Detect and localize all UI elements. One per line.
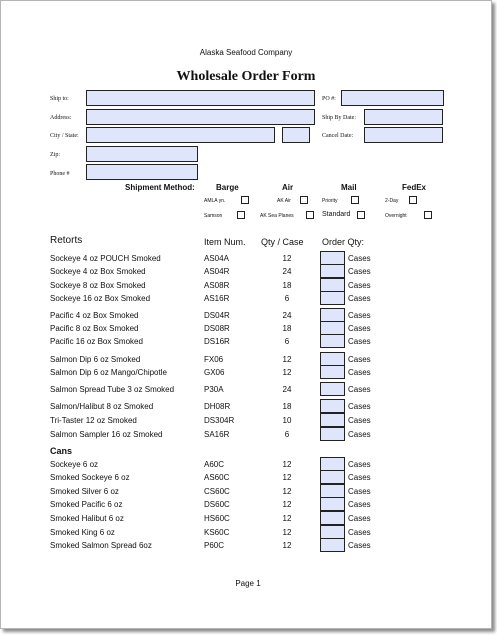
option-standard-checkbox[interactable] — [357, 211, 365, 219]
product-name: Sockeye 4 oz Box Smoked — [50, 267, 146, 276]
address-label: Address: — [50, 115, 72, 121]
item-number: AS04R — [204, 267, 230, 276]
qty-per-case: 18 — [282, 281, 292, 290]
option-2day-checkbox[interactable] — [409, 196, 417, 204]
product-name: Sockeye 6 oz — [50, 460, 99, 469]
phone-label: Phone # — [50, 171, 70, 177]
product-name: Smoked Salmon Spread 6oz — [50, 541, 152, 550]
unit-label: Cases — [348, 324, 371, 333]
product-name: Smoked Silver 6 oz — [50, 487, 119, 496]
phone-field[interactable] — [86, 164, 198, 180]
item-number: AS08R — [204, 281, 230, 290]
order-qty-input[interactable] — [320, 291, 345, 305]
order-qty-input[interactable] — [320, 399, 345, 413]
item-number: P30A — [204, 385, 224, 394]
qty-per-case: 12 — [282, 473, 292, 482]
product-name: Salmon Dip 6 oz Smoked — [50, 355, 141, 364]
item-number: CS60C — [204, 487, 230, 496]
qty-per-case: 6 — [284, 294, 290, 303]
qty-case-header: Qty / Case — [261, 237, 304, 247]
order-qty-input[interactable] — [320, 497, 345, 511]
qty-per-case: 12 — [282, 500, 292, 509]
item-number: AS04A — [204, 254, 229, 263]
item-number: DS60C — [204, 500, 230, 509]
retorts-heading: Retorts — [50, 235, 83, 246]
unit-label: Cases — [348, 473, 371, 482]
item-number: FX06 — [204, 355, 224, 364]
qty-per-case: 12 — [282, 368, 292, 377]
unit-label: Cases — [348, 355, 371, 364]
product-name: Pacific 4 oz Box Smoked — [50, 311, 139, 320]
order-qty-input[interactable] — [320, 427, 345, 441]
shipment-method-label: Shipment Method: — [125, 183, 195, 192]
cancel-date-field[interactable] — [364, 127, 443, 143]
city-state-field[interactable] — [86, 127, 275, 143]
unit-label: Cases — [348, 385, 371, 394]
item-number: AS60C — [204, 473, 230, 482]
qty-per-case: 12 — [282, 460, 292, 469]
qty-per-case: 24 — [282, 385, 292, 394]
item-number: KS60C — [204, 528, 230, 537]
qty-per-case: 12 — [282, 254, 292, 263]
cans-heading: Cans — [50, 446, 73, 456]
unit-label: Cases — [348, 311, 371, 320]
ship-by-date-field[interactable] — [364, 109, 443, 125]
option-amla-label: AMLA yn. — [204, 198, 226, 204]
order-qty-input[interactable] — [320, 251, 345, 265]
qty-per-case: 12 — [282, 528, 292, 537]
qty-per-case: 12 — [282, 514, 292, 523]
item-number: GX06 — [204, 368, 225, 377]
item-number: SA16R — [204, 430, 230, 439]
unit-label: Cases — [348, 430, 371, 439]
option-overnight-checkbox[interactable] — [424, 211, 432, 219]
qty-per-case: 24 — [282, 311, 292, 320]
qty-per-case: 12 — [282, 541, 292, 550]
state-field[interactable] — [282, 127, 310, 143]
qty-per-case: 6 — [284, 337, 290, 346]
option-ak-air-label: AK Air — [277, 198, 291, 204]
option-samson-checkbox[interactable] — [237, 211, 245, 219]
order-qty-header: Order Qty: — [322, 237, 365, 247]
product-name: Sockeye 4 oz POUCH Smoked — [50, 254, 161, 263]
qty-per-case: 10 — [282, 416, 292, 425]
order-qty-input[interactable] — [320, 334, 345, 348]
order-qty-input[interactable] — [320, 278, 345, 292]
unit-label: Cases — [348, 416, 371, 425]
product-name: Salmon Spread Tube 3 oz Smoked — [50, 385, 175, 394]
item-number: DS08R — [204, 324, 230, 333]
zip-label: Zip: — [50, 152, 60, 158]
option-ak-air-checkbox[interactable] — [300, 196, 308, 204]
order-qty-input[interactable] — [320, 470, 345, 484]
product-name: Smoked Sockeye 6 oz — [50, 473, 130, 482]
option-samson-label: Samson — [204, 213, 223, 219]
item-number: DS304R — [204, 416, 235, 425]
method-fedex: FedEx — [402, 183, 427, 192]
city-state-label: City / State: — [50, 133, 79, 139]
product-name: Tri-Taster 12 oz Smoked — [50, 416, 137, 425]
unit-label: Cases — [348, 541, 371, 550]
unit-label: Cases — [348, 368, 371, 377]
option-amla-checkbox[interactable] — [241, 196, 249, 204]
unit-label: Cases — [348, 460, 371, 469]
item-number: DS04R — [204, 311, 230, 320]
order-qty-input[interactable] — [320, 484, 345, 498]
company-name: Alaska Seafood Company — [199, 48, 293, 57]
product-name: Pacific 16 oz Box Smoked — [50, 337, 143, 346]
method-mail: Mail — [341, 183, 357, 192]
order-qty-input[interactable] — [320, 365, 345, 379]
po-label: PO #: — [322, 96, 336, 102]
form-title: Wholesale Order Form — [176, 69, 316, 84]
option-priority-label: Priority — [322, 198, 338, 204]
method-air: Air — [282, 183, 294, 192]
product-name: Sockeye 16 oz Box Smoked — [50, 294, 151, 303]
ship-to-label: Ship to: — [50, 96, 69, 102]
option-standard-label: Standard — [322, 211, 351, 218]
order-qty-input[interactable] — [320, 382, 345, 396]
item-num-header: Item Num. — [204, 237, 246, 247]
unit-label: Cases — [348, 337, 371, 346]
order-qty-input[interactable] — [320, 457, 345, 471]
page-number: Page 1 — [235, 579, 261, 588]
order-qty-input[interactable] — [320, 352, 345, 366]
unit-label: Cases — [348, 514, 371, 523]
unit-label: Cases — [348, 528, 371, 537]
unit-label: Cases — [348, 294, 371, 303]
address-field[interactable] — [86, 109, 315, 125]
method-barge: Barge — [216, 183, 239, 192]
product-name: Smoked King 6 oz — [50, 528, 115, 537]
qty-per-case: 12 — [282, 355, 292, 364]
product-name: Salmon Sampler 16 oz Smoked — [50, 430, 163, 439]
unit-label: Cases — [348, 267, 371, 276]
product-name: Smoked Halibut 6 oz — [50, 514, 124, 523]
option-ak-sea-planes-label: AK Sea Planes — [260, 213, 294, 219]
unit-label: Cases — [348, 500, 371, 509]
item-number: P60C — [204, 541, 225, 550]
unit-label: Cases — [348, 487, 371, 496]
zip-field[interactable] — [86, 146, 198, 162]
unit-label: Cases — [348, 402, 371, 411]
qty-per-case: 18 — [282, 402, 292, 411]
order-qty-input[interactable] — [320, 413, 345, 427]
order-qty-input[interactable] — [320, 321, 345, 335]
qty-per-case: 18 — [282, 324, 292, 333]
order-qty-input[interactable] — [320, 525, 345, 539]
order-qty-input[interactable] — [320, 264, 345, 278]
qty-per-case: 6 — [284, 430, 290, 439]
option-ak-sea-planes-checkbox[interactable] — [306, 211, 314, 219]
product-name: Salmon Dip 6 oz Mango/Chipotle — [50, 368, 167, 377]
qty-per-case: 12 — [282, 487, 292, 496]
ship-by-date-label: Ship By Date: — [322, 115, 356, 121]
product-name: Salmon/Halibut 8 oz Smoked — [50, 402, 154, 411]
order-qty-input[interactable] — [320, 308, 345, 322]
unit-label: Cases — [348, 254, 371, 263]
order-qty-input[interactable] — [320, 538, 345, 552]
qty-per-case: 24 — [282, 267, 292, 276]
item-number: HS60C — [204, 514, 230, 523]
item-number: DH08R — [204, 402, 231, 411]
po-field[interactable] — [341, 90, 444, 106]
order-qty-input[interactable] — [320, 511, 345, 525]
item-number: DS16R — [204, 337, 230, 346]
item-number: A60C — [204, 460, 225, 469]
option-2day-label: 2-Day — [385, 198, 399, 204]
cancel-date-label: Cancel Date: — [322, 133, 354, 139]
option-overnight-label: Overnight — [385, 213, 407, 219]
ship-to-field[interactable] — [86, 90, 315, 106]
product-name: Pacific 8 oz Box Smoked — [50, 324, 139, 333]
unit-label: Cases — [348, 281, 371, 290]
item-number: AS16R — [204, 294, 230, 303]
product-name: Sockeye 8 oz Box Smoked — [50, 281, 146, 290]
option-priority-checkbox[interactable] — [351, 196, 359, 204]
product-name: Smoked Pacific 6 oz — [50, 500, 123, 509]
